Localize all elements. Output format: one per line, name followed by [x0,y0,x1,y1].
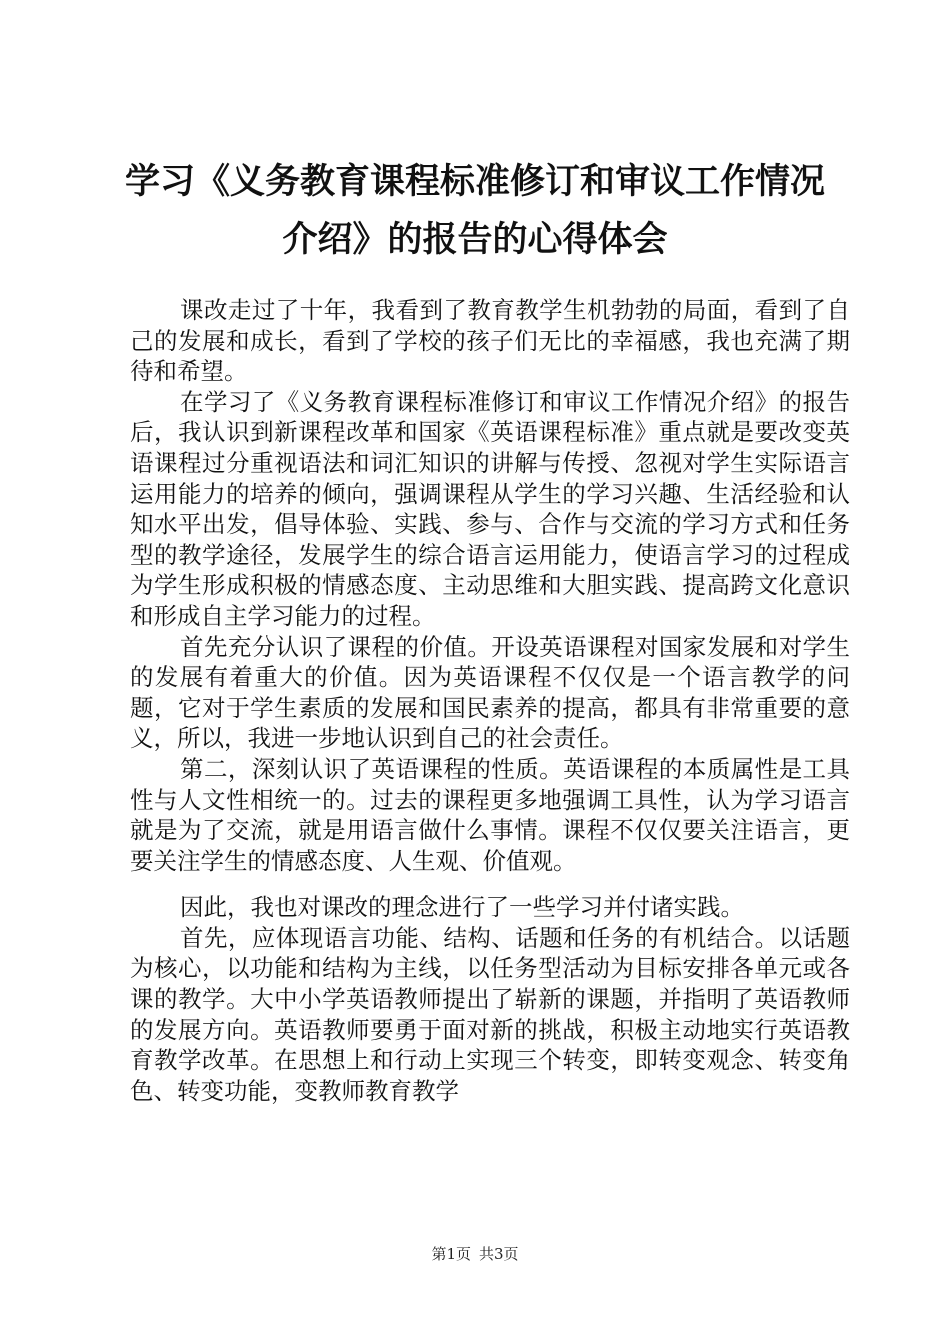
page-footer [0,1244,950,1264]
paragraph-6: 首先，应体现语言功能、结构、话题和任务的有机结合。以话题为核心，以功能和结构为主线，以任务型活动为目标安排各单元或各课的教学。大中小学英语教师提出了崭新的课题，并指明了英语教师的发展方向。英语教师要勇于面对新的挑战，积极主动地实行英语教育教学改革。在思想上和行动上实现三个转变，即转变观念、转变角色、转变功能，变教师教育教学 [130,923,850,1105]
paragraph-4: 第二，深刻认识了英语课程的性质。英语课程的本质属性是工具性与人文性相统一的。过去的课程更多地强调工具性，认为学习语言就是为了交流，就是用语言做什么事情。课程不仅仅要关注语言，更要关注学生的情感态度、人生观、价值观。 [130,754,850,875]
document-title-line-2: 介绍》的报告的心得体会 [282,220,668,260]
page-number: 第1页 [431,1245,471,1263]
document-title-line-1: 学习《义务教育课程标准修订和审议工作情况 [124,162,825,202]
page-total: 共3页 [479,1245,519,1263]
paragraph-2: 在学习了《义务教育课程标准修订和审议工作情况介绍》的报告后，我认识到新课程改革和国家《英语课程标准》重点就是要改变英语课程过分重视语法和词汇知识的讲解与传授、忽视对学生实际语言运用能力的培养的倾向，强调课程从学生的学习兴趣、生活经验和认知水平出发，倡导体验、实践、参与、合作与交流的学习方式和任务型的教学途径，发展学生的综合语言运用能力，使语言学习的过程成为学生形成积极的情感态度、主动思维和大胆实践、提高跨文化意识和形成自主学习能力的过程。 [130,387,850,630]
paragraph-5: 因此，我也对课改的理念进行了一些学习并付诸实践。 [180,893,744,922]
paragraph-1: 课改走过了十年，我看到了教育教学生机勃勃的局面，看到了自己的发展和成长，看到了学校的孩子们无比的幸福感，我也充满了期待和希望。 [130,296,850,386]
paragraph-3: 首先充分认识了课程的价值。开设英语课程对国家发展和对学生的发展有着重大的价值。因为英语课程不仅仅是一个语言教学的问题，它对于学生素质的发展和国民素养的提高，都具有非常重要的意义，所以，我进一步地认识到自己的社会责任。 [130,632,850,753]
document-body [130,295,850,1106]
